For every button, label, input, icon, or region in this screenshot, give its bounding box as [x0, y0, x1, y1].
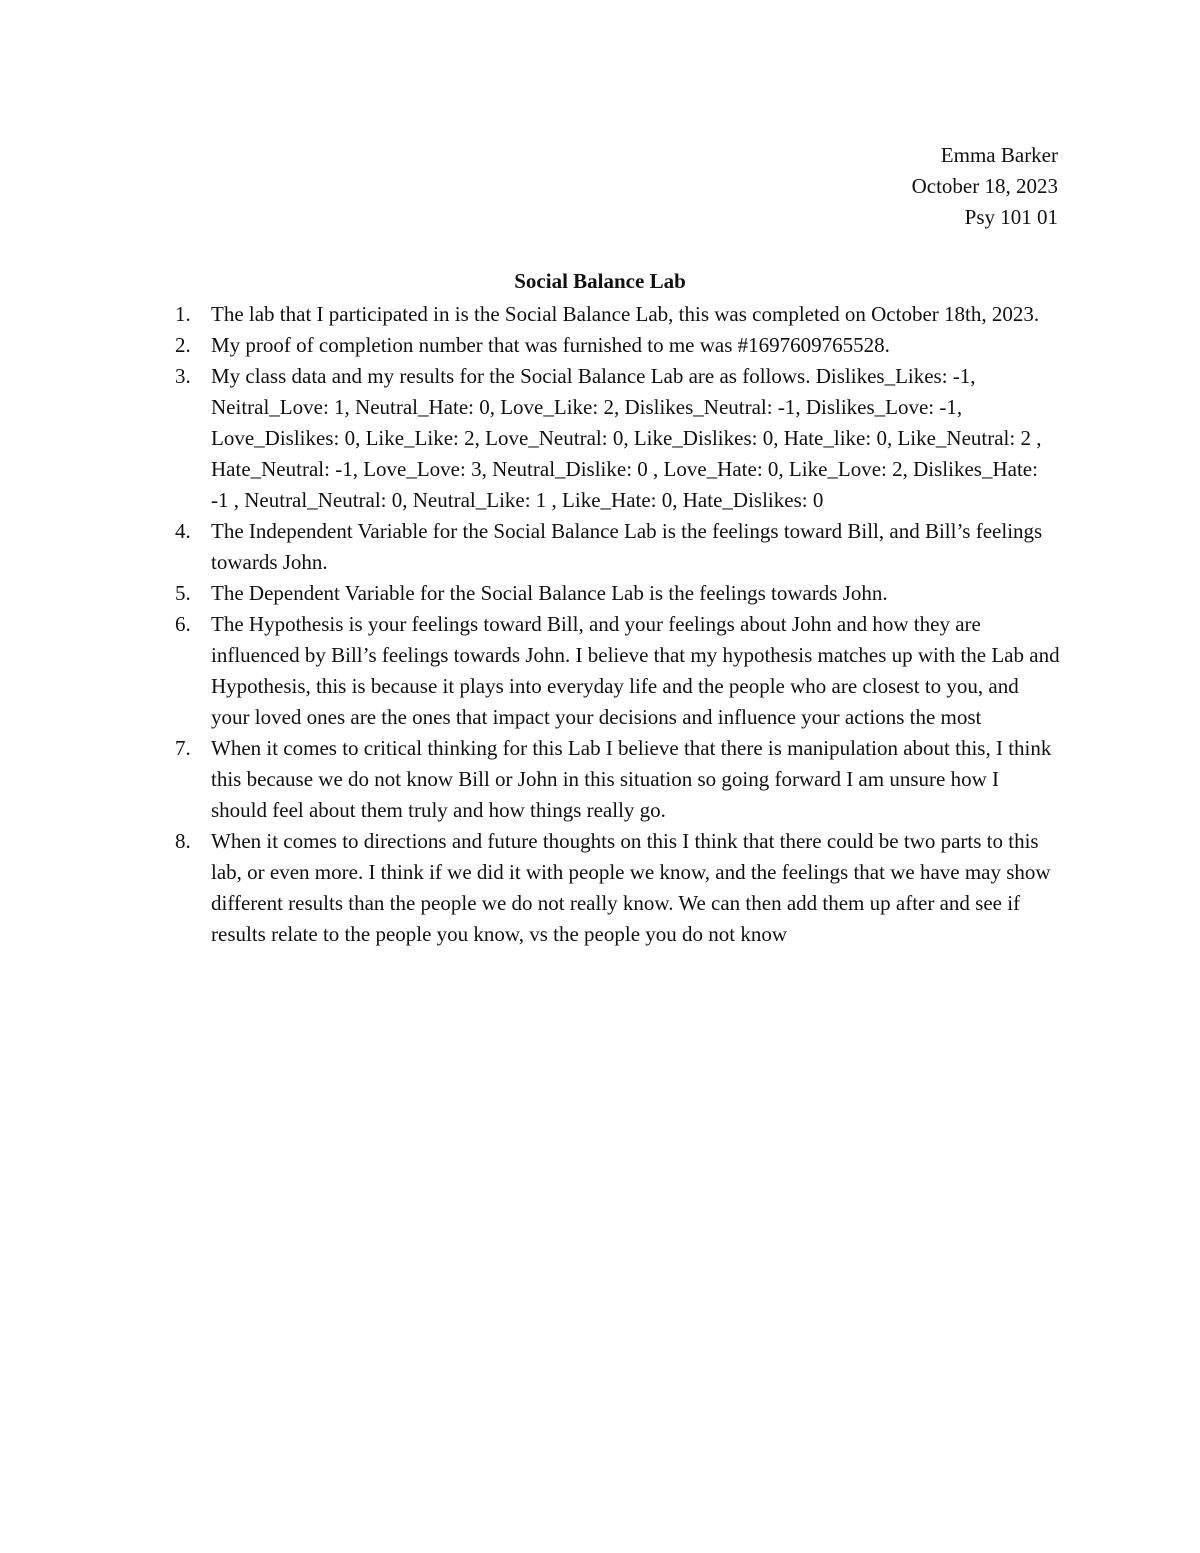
list-item [170, 516, 1060, 578]
numbered-list [170, 299, 1060, 950]
list-item-text: When it comes to directions and future thoughts on this I think that there could be two parts to this lab, or even more. I think if we did it with people we know, and the feelings that we have may show different results than the people we do not really know. We can then add them up after and see if results relate to the people you know, vs the people you do not know [211, 829, 1051, 946]
list-item-number: 6. [175, 612, 191, 636]
list-item-text: My class data and my results for the Social Balance Lab are as follows. Dislikes_Likes: -1, Neitral_Love: 1, Neutral_Hate: 0, Love_Like: 2, Dislikes_Neutral: -1, Dislikes_Love: -1, Love_Dislikes: 0, Like_Like: 2, Love_Neutral: 0, Like_Dislikes: 0, Hate_like: 0, Like_Neutral: 2 , Hate_Neutral: -1, Love_Love: 3, Neutral_Dislike: 0 , Love_Hate: 0, Like_Love: 2, Dislikes_Hate: -1 , Neutral_Neutral: 0, Neutral_Like: 1 , Like_Hate: 0, Hate_Dislikes: 0 [211, 364, 1042, 512]
list-item [170, 361, 1060, 516]
list-item-number: 7. [175, 736, 191, 760]
author-name: Emma Barker [940, 143, 1058, 167]
document-date: October 18, 2023 [911, 174, 1058, 198]
list-item-number: 2. [175, 333, 191, 357]
list-item-text: The Independent Variable for the Social Balance Lab is the feelings toward Bill, and Bill’s feelings towards John. [211, 519, 1043, 574]
list-item-number: 1. [175, 302, 191, 326]
list-item-text: The Hypothesis is your feelings toward Bill, and your feelings about John and how they are influenced by Bill’s feelings towards John. I believe that my hypothesis matches up with the Lab and Hypothesis, this is because it plays into everyday life and the people who are closest to you, and your loved ones are the ones that impact your decisions and influence your actions the most [211, 612, 1060, 729]
list-item-text: The Dependent Variable for the Social Balance Lab is the feelings towards John. [211, 581, 888, 605]
list-item-text: My proof of completion number that was furnished to me was #1697609765528. [211, 333, 890, 357]
list-item [170, 733, 1060, 826]
list-item [170, 299, 1060, 330]
list-item [170, 578, 1060, 609]
list-item [170, 609, 1060, 733]
document-title: Social Balance Lab [514, 269, 686, 293]
list-item [170, 826, 1060, 950]
list-item-number: 3. [175, 364, 191, 388]
list-item [170, 330, 1060, 361]
list-item-number: 4. [175, 519, 191, 543]
list-item-number: 8. [175, 829, 191, 853]
list-item-text: The lab that I participated in is the Social Balance Lab, this was completed on October 18th, 2023. [211, 302, 1040, 326]
list-item-text: When it comes to critical thinking for this Lab I believe that there is manipulation about this, I think this because we do not know Bill or John in this situation so going forward I am unsure how I should feel about them truly and how things really go. [211, 736, 1052, 822]
course-code: Psy 101 01 [964, 205, 1058, 229]
header-block [912, 140, 1058, 233]
list-item-number: 5. [175, 581, 191, 605]
